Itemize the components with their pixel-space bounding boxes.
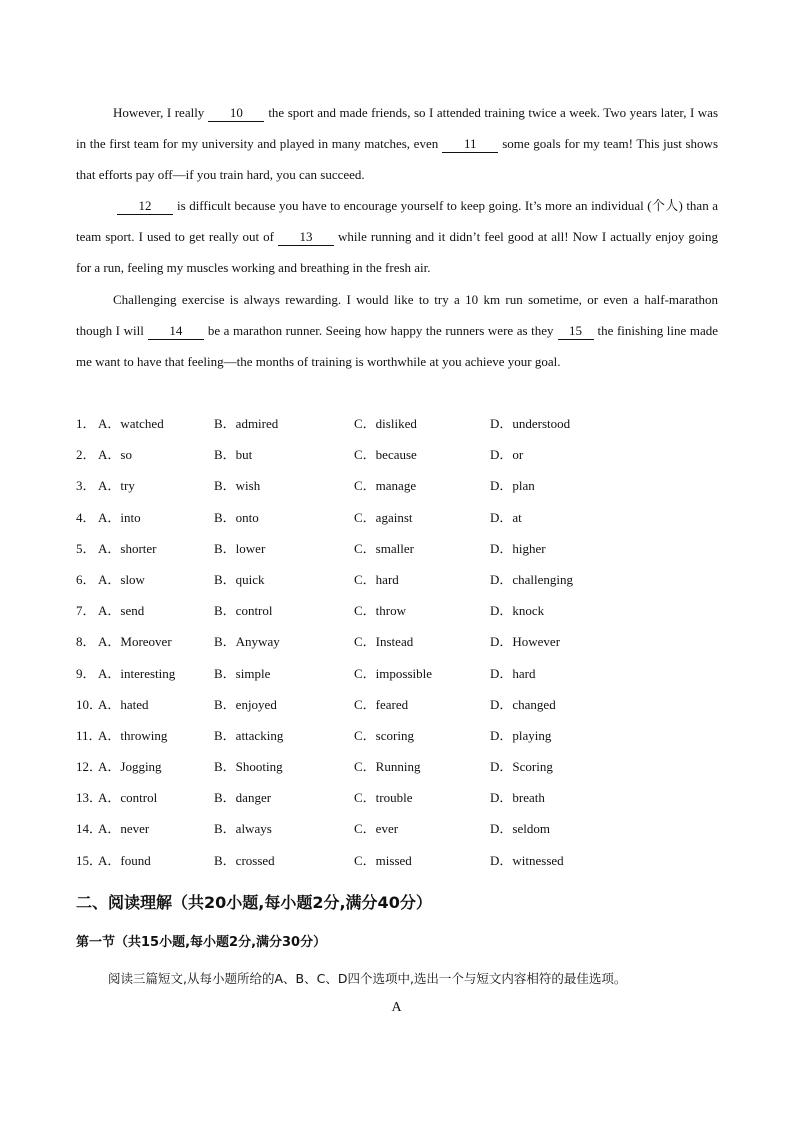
answer-options-list — [76, 408, 718, 876]
paragraph-text: Challenging exercise is always rewarding. I would like to try a 10 km run sometime, or even a half-marathon though I will — [76, 292, 718, 338]
paragraph-text: the sport and made friends, so I attended training twice a week. Two years later, I was in the first team for my university and played in many matches, even — [76, 105, 719, 151]
option-a: A．shorter — [98, 540, 157, 556]
option-a: A．Moreover — [98, 634, 172, 650]
question-number: 6． — [76, 571, 96, 587]
option-d: D．witnessed — [490, 852, 564, 868]
option-row — [76, 845, 718, 876]
question-number: 10． — [76, 696, 103, 712]
section-title: 二、阅读理解（共20小题,每小题2分,满分40分） — [76, 893, 432, 912]
option-a: A．throwing — [98, 727, 168, 743]
passage-paragraph-2 — [76, 190, 718, 283]
question-number: 2． — [76, 447, 96, 463]
option-d: D．playing — [490, 727, 552, 743]
option-b: B．wish — [214, 478, 261, 494]
option-c: C．trouble — [354, 790, 413, 806]
reading-instruction: 阅读三篇短文,从每小题所给的A、B、C、D四个选项中,选出一个与短文内容相符的最佳选项。 — [108, 971, 627, 986]
passage-paragraph-3 — [76, 284, 718, 377]
question-number: 7． — [76, 603, 96, 619]
question-number: 13． — [76, 790, 103, 806]
option-b: B．control — [214, 603, 273, 619]
option-a: A．hated — [98, 696, 149, 712]
option-row — [76, 439, 718, 470]
option-b: B．crossed — [214, 852, 275, 868]
option-row — [76, 564, 718, 595]
option-c: C．impossible — [354, 665, 433, 681]
option-c: C．hard — [354, 571, 399, 587]
option-a: A．try — [98, 478, 135, 494]
question-number: 9． — [76, 665, 96, 681]
paragraph-text: while running and it didn’t feel good at all! Now I actually enjoy going for a run, feeling my muscles working and breathing in the fresh air. — [76, 229, 718, 275]
option-d: D．breath — [490, 790, 545, 806]
option-d: D．changed — [490, 696, 556, 712]
question-number: 3． — [76, 478, 96, 494]
option-c: C．throw — [354, 603, 407, 619]
option-c: C．disliked — [354, 416, 417, 431]
option-d: D．Scoring — [490, 759, 553, 775]
question-number: 4． — [76, 509, 96, 525]
option-d: D．understood — [490, 416, 571, 431]
option-c: C．ever — [354, 821, 399, 837]
option-c: C．Instead — [354, 634, 414, 650]
option-row — [76, 689, 718, 720]
option-b: B．attacking — [214, 727, 284, 743]
option-a: A．control — [98, 790, 158, 806]
option-b: B．onto — [214, 509, 259, 525]
option-c: C．Running — [354, 759, 421, 775]
option-d: D．plan — [490, 478, 535, 494]
option-d: D．challenging — [490, 571, 574, 587]
option-row — [76, 626, 718, 657]
blank-11: 11 — [442, 136, 498, 153]
question-number: 14． — [76, 821, 103, 837]
option-b: B．quick — [214, 571, 265, 587]
option-row — [76, 782, 718, 813]
question-number: 5． — [76, 540, 96, 556]
paragraph-text: However, I really — [113, 105, 205, 120]
option-b: B．enjoyed — [214, 696, 277, 712]
option-b: B．lower — [214, 540, 266, 556]
option-c: C．smaller — [354, 540, 414, 556]
question-number: 15． — [76, 852, 103, 868]
option-d: D．hard — [490, 665, 536, 681]
option-c: C．scoring — [354, 727, 414, 743]
option-a: A．slow — [98, 571, 145, 587]
option-a: A．Jogging — [98, 759, 162, 775]
option-a: A．send — [98, 603, 145, 619]
option-d: D．or — [490, 447, 524, 463]
option-b: B．but — [214, 447, 253, 463]
option-d: D．seldom — [490, 821, 550, 837]
option-b: B．danger — [214, 790, 272, 806]
option-b: B．simple — [214, 665, 271, 681]
option-c: C．missed — [354, 852, 412, 868]
question-number: 1． — [76, 416, 96, 431]
option-a: A．never — [98, 821, 150, 837]
blank-15: 15 — [558, 323, 594, 340]
paragraph-text: be a marathon runner. Seeing how happy the runners were as they — [207, 323, 554, 338]
option-a: A．interesting — [98, 665, 176, 681]
option-b: B．always — [214, 821, 272, 837]
passage-paragraph-1 — [76, 97, 718, 190]
section-subtitle: 第一节（共15小题,每小题2分,满分30分） — [76, 935, 327, 950]
question-number: 8． — [76, 634, 96, 650]
option-row — [76, 751, 718, 782]
option-row — [76, 408, 718, 439]
question-number: 12． — [76, 759, 103, 775]
paragraph-text: is difficult because you have to encourage yourself to keep going. It’s more an individual (个人) than a team sport. I used to get really out of — [76, 198, 718, 244]
option-a: A．so — [98, 447, 132, 463]
option-d: D．However — [490, 634, 561, 650]
option-b: B．Shooting — [214, 759, 283, 775]
paragraph-text: some goals for my team! This just shows that efforts pay off—if you train hard, you can succeed. — [76, 136, 718, 182]
blank-14: 14 — [148, 323, 204, 340]
option-d: D．at — [490, 509, 522, 525]
passage-label: A — [391, 1000, 402, 1015]
option-row — [76, 470, 718, 501]
option-c: C．feared — [354, 696, 409, 712]
option-a: A．watched — [98, 416, 164, 431]
paragraph-text: the finishing line made me want to have that feeling—the months of training is worthwhile at you achieve your goal. — [76, 323, 718, 369]
option-c: C．manage — [354, 478, 417, 494]
option-row — [76, 533, 718, 564]
blank-10: 10 — [208, 105, 264, 122]
option-row — [76, 658, 718, 689]
option-d: D．higher — [490, 540, 546, 556]
question-number: 11． — [76, 727, 102, 743]
blank-13: 13 — [278, 229, 334, 246]
option-row — [76, 595, 718, 626]
option-row — [76, 502, 718, 533]
blank-12: 12 — [117, 198, 173, 215]
option-a: A．into — [98, 509, 141, 525]
option-row — [76, 813, 718, 844]
option-b: B．admired — [214, 416, 279, 431]
option-a: A．found — [98, 852, 151, 868]
option-c: C．because — [354, 447, 417, 463]
option-d: D．knock — [490, 603, 545, 619]
option-row — [76, 720, 718, 751]
option-c: C．against — [354, 509, 413, 525]
option-b: B．Anyway — [214, 634, 280, 650]
